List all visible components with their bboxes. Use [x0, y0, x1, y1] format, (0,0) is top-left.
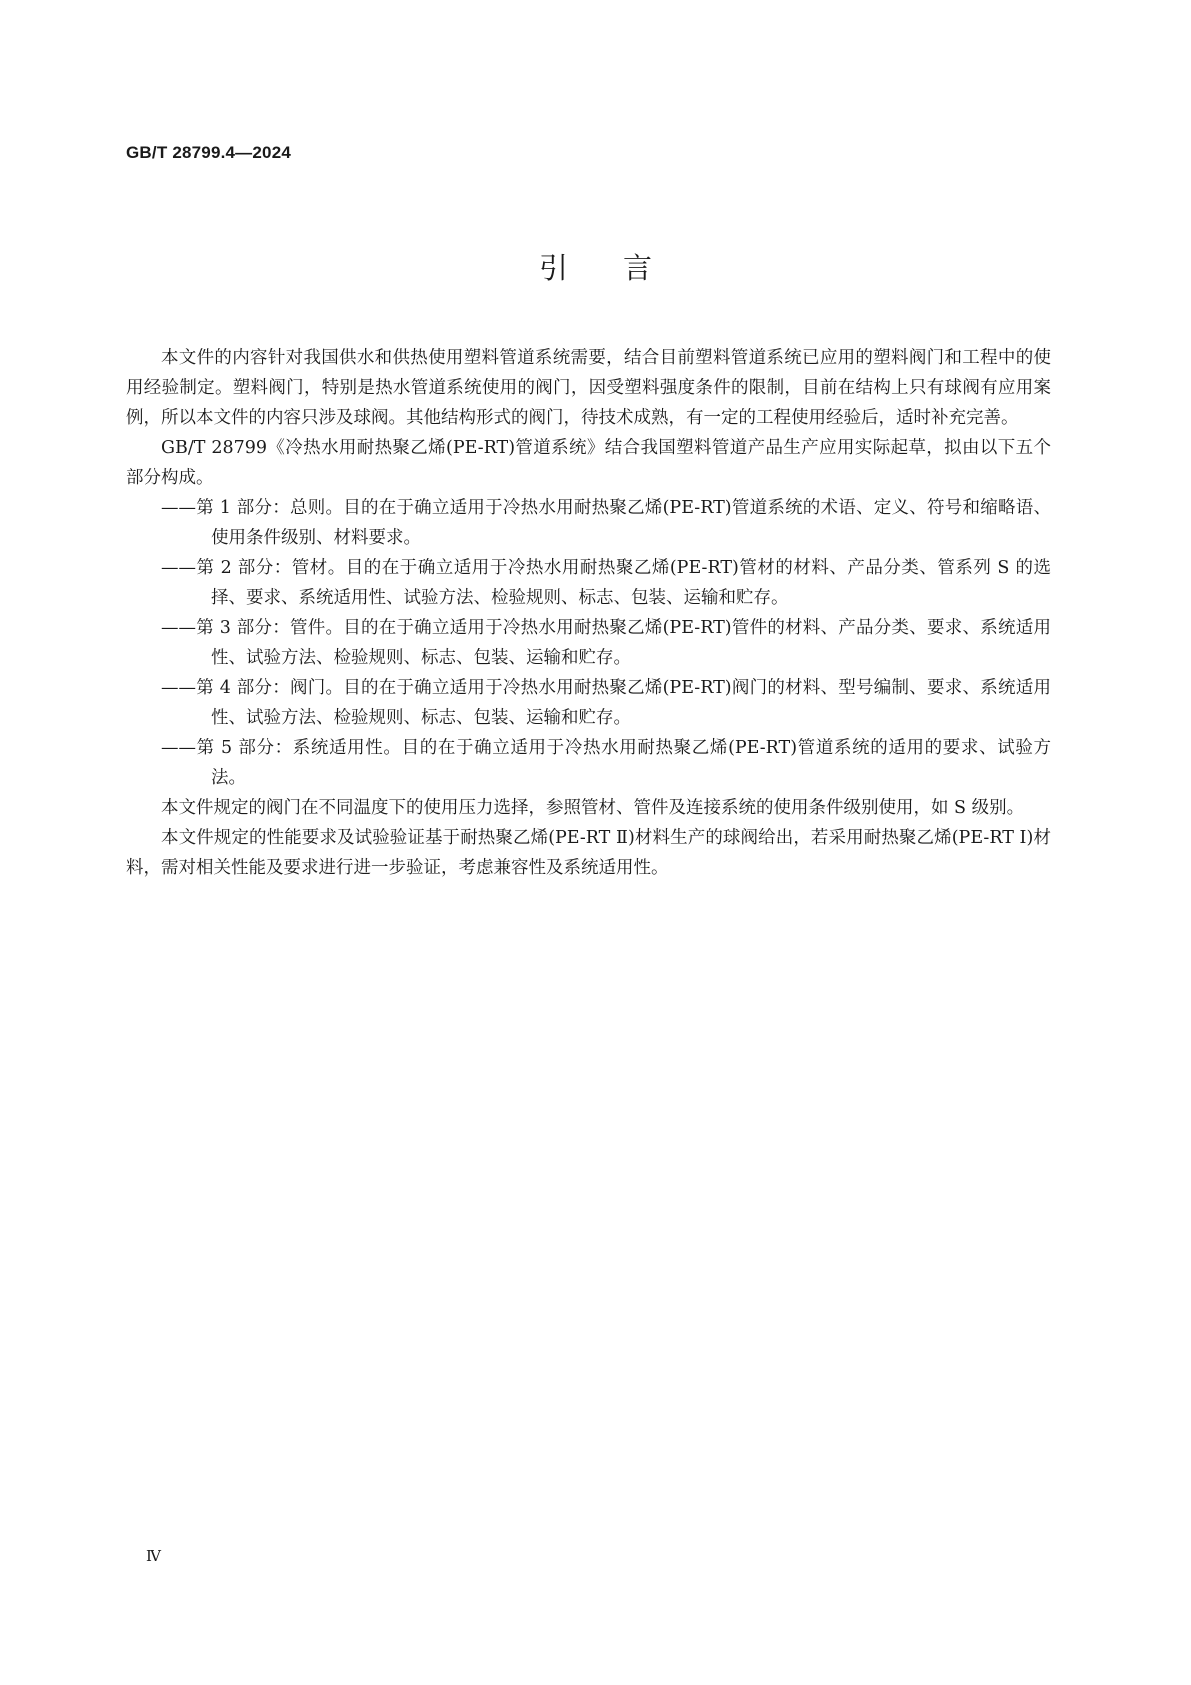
part-4-item: ——第 4 部分：阀门。目的在于确立适用于冷热水用耐热聚乙烯(PE-RT)阀门的材料、型号编制、要求、系统适用性、试验方法、检验规则、标志、包装、运输和贮存。 — [161, 678, 1051, 728]
page-number: Ⅳ — [146, 1547, 161, 1565]
closing-paragraph-1: 本文件规定的阀门在不同温度下的使用压力选择，参照管材、管件及连接系统的使用条件级别使用，如 S 级别。 — [161, 798, 1025, 818]
intro-paragraph-2: GB/T 28799《冷热水用耐热聚乙烯(PE-RT)管道系统》结合我国塑料管道产品生产应用实际起草，拟由以下五个部分构成。 — [126, 438, 1051, 488]
page-title: 引言 — [538, 251, 707, 285]
part-1-item: ——第 1 部分：总则。目的在于确立适用于冷热水用耐热聚乙烯(PE-RT)管道系统的术语、定义、符号和缩略语、使用条件级别、材料要求。 — [161, 498, 1051, 548]
part-5-item: ——第 5 部分：系统适用性。目的在于确立适用于冷热水用耐热聚乙烯(PE-RT)管道系统的适用的要求、试验方法。 — [161, 738, 1051, 788]
part-2-item: ——第 2 部分：管材。目的在于确立适用于冷热水用耐热聚乙烯(PE-RT)管材的材料、产品分类、管系列 S 的选择、要求、系统适用性、试验方法、检验规则、标志、包装、运输和贮存。 — [161, 558, 1051, 608]
part-3-item: ——第 3 部分：管件。目的在于确立适用于冷热水用耐热聚乙烯(PE-RT)管件的材料、产品分类、要求、系统适用性、试验方法、检验规则、标志、包装、运输和贮存。 — [161, 618, 1051, 668]
intro-paragraph-1: 本文件的内容针对我国供水和供热使用塑料管道系统需要，结合目前塑料管道系统已应用的塑料阀门和工程中的使用经验制定。塑料阀门，特别是热水管道系统使用的阀门，因受塑料强度条件的限制，目前在结构上只有球阀有应用案例，所以本文件的内容只涉及球阀。其他结构形式的阀门，待技术成熟，有一定的工程使用经验后，适时补充完善。 — [126, 348, 1051, 428]
document-body — [126, 343, 1051, 883]
closing-paragraph-2: 本文件规定的性能要求及试验验证基于耐热聚乙烯(PE-RT Ⅱ)材料生产的球阀给出，若采用耐热聚乙烯(PE-RT Ⅰ)材料，需对相关性能及要求进行进一步验证，考虑兼容性及系统适用性。 — [126, 828, 1051, 878]
standard-code: GB/T 28799.4—2024 — [126, 143, 291, 162]
